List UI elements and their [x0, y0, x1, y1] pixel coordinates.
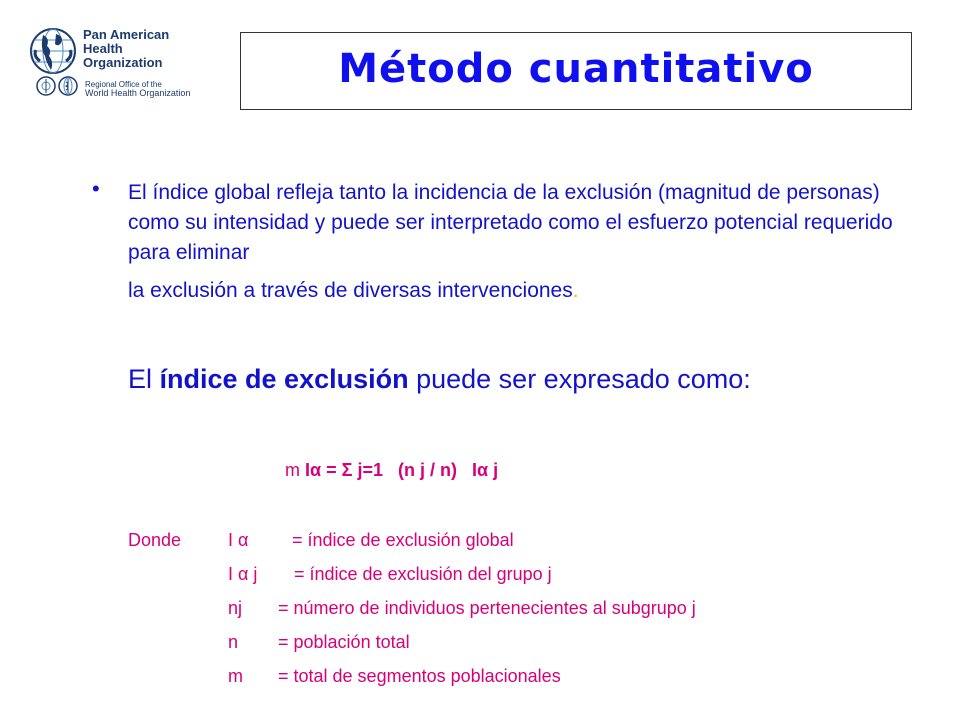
globe-icon — [28, 26, 78, 76]
formula-rhs-sub: j — [488, 460, 499, 480]
definitions-label: Donde — [128, 530, 182, 550]
who-seal-icon — [59, 77, 77, 95]
bullet-icon: • — [92, 176, 100, 201]
logo-sub-line: World Health Organization — [85, 88, 191, 98]
paragraph-text: El índice global refleja tanto la incidencia de la exclusión (magnitud de personas) como su intensidad y puede ser interpretado como el esfuerzo potencial requerido para eliminar — [128, 181, 893, 264]
formula-fraction: (n j / n) — [397, 460, 457, 480]
expression-after: puede ser expresado como: — [408, 364, 751, 394]
logo-name — [83, 28, 169, 70]
formula-lhs-i: I — [305, 460, 311, 480]
definition-desc: = población total — [278, 632, 410, 652]
expression-before: El — [128, 364, 160, 394]
bullet-paragraph — [128, 178, 898, 306]
definition-term: n — [228, 632, 239, 652]
paragraph-last-text: la exclusión a través de diversas intervenciones — [128, 279, 573, 302]
definition-desc: = total de segmentos poblacionales — [278, 666, 561, 686]
definition-term: I α — [228, 530, 249, 550]
paho-logo — [28, 26, 228, 106]
definition-desc: = índice de exclusión global — [292, 530, 514, 550]
sigma-symbol: Σ — [341, 460, 353, 480]
logo-name-line: Health — [83, 41, 123, 56]
paho-seal-icon — [37, 77, 55, 95]
seals — [36, 76, 80, 96]
alpha-symbol: α — [477, 460, 489, 480]
definition-term: nj — [228, 598, 243, 618]
formula-range: j=1 — [352, 460, 383, 480]
logo-subtitle — [85, 80, 190, 98]
formula — [285, 460, 498, 481]
definition-desc: = número de individuos pertenecientes al subgrupo j — [278, 598, 696, 618]
expression-line — [128, 364, 751, 395]
page-title: Método cuantitativo — [338, 46, 814, 92]
paragraph-period: . — [572, 279, 579, 302]
logo-name-line: Pan American — [83, 27, 170, 42]
title-box — [240, 32, 912, 110]
formula-rhs — [472, 460, 498, 480]
formula-rhs-i: I — [471, 460, 477, 480]
paragraph-last-line — [128, 276, 898, 306]
definition-term: m — [228, 666, 243, 686]
formula-lhs — [305, 460, 342, 480]
definition-term: I α j — [228, 564, 258, 584]
formula-eq: = — [321, 460, 342, 480]
expression-bold: índice de exclusión — [159, 364, 409, 394]
alpha-symbol: α — [310, 460, 322, 480]
definition-desc: = índice de exclusión del grupo j — [294, 564, 552, 584]
logo-sub-line: Regional Office of the — [85, 80, 162, 89]
formula-sum — [342, 460, 383, 480]
logo-name-line: Organization — [83, 55, 163, 70]
formula-m: m — [285, 460, 300, 480]
